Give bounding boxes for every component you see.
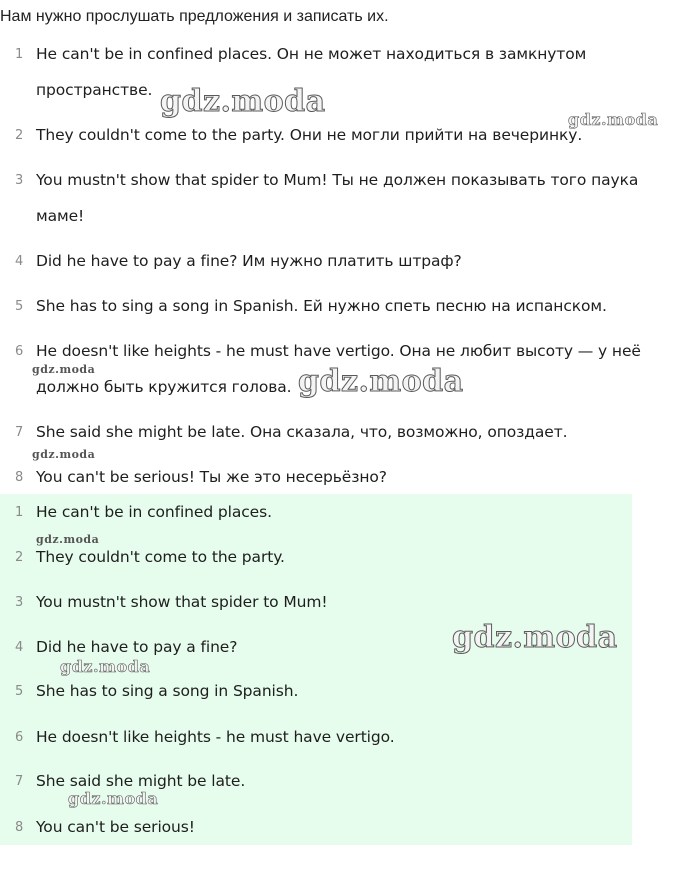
item-text bbox=[36, 243, 666, 279]
item-line: He can't be in confined places. Он не может находиться в замкнутом bbox=[36, 45, 587, 63]
item-line: He doesn't like heights - he must have vertigo. Она не любит высоту — у неё bbox=[36, 342, 641, 360]
item-number: 8 bbox=[15, 470, 24, 485]
item-line: пространстве. bbox=[36, 81, 153, 99]
item-text bbox=[36, 36, 666, 108]
item-number: 4 bbox=[15, 254, 24, 269]
item-number: 1 bbox=[15, 505, 24, 520]
item-text bbox=[36, 117, 666, 153]
item-number: 2 bbox=[15, 550, 24, 565]
item-text bbox=[36, 288, 666, 324]
item-number: 5 bbox=[15, 299, 24, 314]
item-text bbox=[36, 333, 666, 405]
item-text: Did he have to pay a fine? bbox=[36, 638, 238, 656]
item-line: маме! bbox=[36, 207, 85, 225]
item-text bbox=[36, 414, 666, 450]
answers-panel bbox=[0, 494, 632, 845]
item-line: должно быть кружится голова. bbox=[36, 378, 292, 396]
watermark: gdz.moda bbox=[32, 363, 96, 376]
item-number: 4 bbox=[15, 640, 24, 655]
item-number: 3 bbox=[15, 595, 24, 610]
watermark: gdz.moda bbox=[32, 448, 96, 461]
item-number: 5 bbox=[15, 684, 24, 699]
item-number: 1 bbox=[15, 47, 24, 62]
watermark: gdz.moda bbox=[36, 533, 100, 546]
watermark: gdz.moda bbox=[452, 620, 618, 655]
item-line: You can't be serious! Ты же это несерьёзно? bbox=[36, 468, 387, 486]
item-number: 2 bbox=[15, 128, 24, 143]
item-line: Did he have to pay a fine? Им нужно платить штраф? bbox=[36, 252, 462, 270]
item-line: You mustn't show that spider to Mum! Ты не должен показывать того паука bbox=[36, 171, 639, 189]
item-line: She has to sing a song in Spanish. Ей нужно спеть песню на испанском. bbox=[36, 297, 607, 315]
watermark: gdz.moda bbox=[298, 364, 464, 399]
item-number: 3 bbox=[15, 173, 24, 188]
item-text: They couldn't come to the party. bbox=[36, 548, 285, 566]
item-number: 8 bbox=[15, 820, 24, 835]
item-text: She said she might be late. bbox=[36, 772, 246, 790]
item-number: 6 bbox=[15, 344, 24, 359]
item-number: 7 bbox=[15, 425, 24, 440]
item-text bbox=[36, 162, 666, 234]
item-text: You can't be serious! bbox=[36, 818, 195, 836]
item-number: 6 bbox=[15, 730, 24, 745]
item-line: She said she might be late. Она сказала, что, возможно, опоздает. bbox=[36, 423, 568, 441]
item-text: She has to sing a song in Spanish. bbox=[36, 682, 299, 700]
intro-text: Нам нужно прослушать предложения и записать их. bbox=[0, 8, 389, 25]
item-text: He doesn't like heights - he must have vertigo. bbox=[36, 728, 395, 746]
watermark: gdz.moda bbox=[160, 84, 326, 119]
watermark: gdz.moda bbox=[60, 657, 151, 676]
item-number: 7 bbox=[15, 774, 24, 789]
watermark: gdz.moda bbox=[68, 789, 159, 808]
watermark: gdz.moda bbox=[568, 110, 659, 129]
item-line: They couldn't come to the party. Они не могли прийти на вечеринку. bbox=[36, 126, 583, 144]
item-text bbox=[36, 459, 666, 495]
item-text: You mustn't show that spider to Mum! bbox=[36, 593, 328, 611]
item-text: He can't be in confined places. bbox=[36, 503, 272, 521]
